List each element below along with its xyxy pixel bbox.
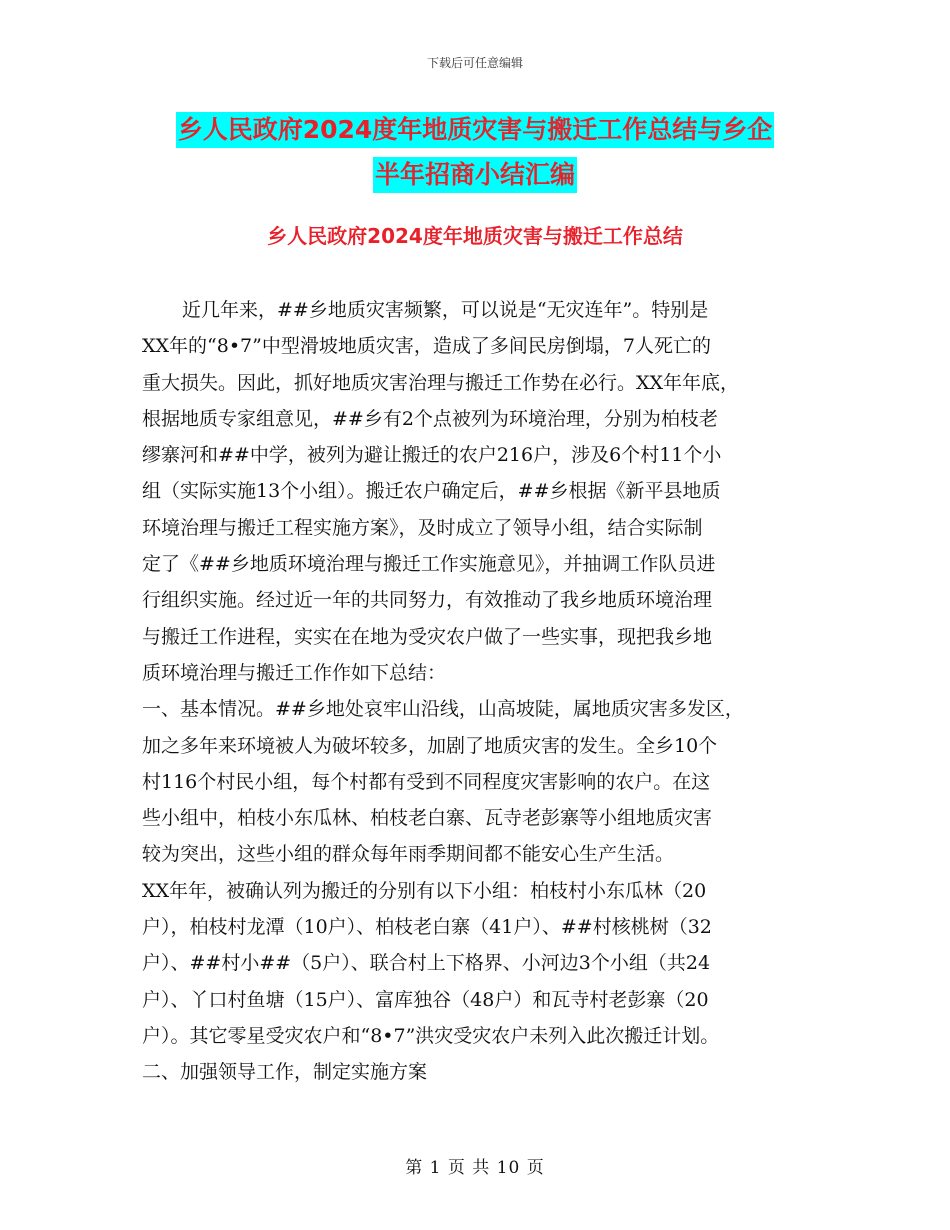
body-line: XX年年，被确认列为搬迁的分别有以下小组：柏枝村小东瓜林（20	[142, 879, 707, 902]
document-title-line-2	[0, 157, 950, 193]
body-line: 环境治理与搬迁工程实施方案》，及时成立了领导小组，结合实际制	[142, 516, 703, 539]
section-title: 乡人民政府2024度年地质灾害与搬迁工作总结	[267, 224, 683, 248]
body-line: XX年的“8•7”中型滑坡地质灾害，造成了多间民房倒塌，7人死亡的	[142, 335, 711, 358]
body-line: 定了《##乡地质环境治理与搬迁工作实施意见》，并抽调工作队员进	[142, 553, 716, 576]
body-line: 缪寨河和##中学，被列为避让搬迁的农户216户，涉及6个村11个小	[142, 444, 722, 467]
body-line: 些小组中，柏枝小东瓜林、柏枝老白寨、瓦寺老彭寨等小组地质灾害	[142, 807, 713, 830]
body-line: 户），柏枝村龙潭（10户）、柏枝老白寨（41户）、##村核桃树（32	[142, 916, 712, 939]
body-line: 根据地质专家组意见，##乡有2个点被列为环境治理，分别为柏枝老	[142, 407, 718, 430]
page-footer: 第 1 页 共 10 页	[405, 1158, 545, 1178]
document-title-line-1	[0, 112, 950, 148]
body-line: 质环境治理与搬迁工作作如下总结：	[142, 661, 447, 684]
body-line: 二、加强领导工作，制定实施方案	[142, 1061, 428, 1084]
body-text	[142, 292, 842, 1091]
body-line: 近几年来，##乡地质灾害频繁，可以说是“无灾连年”。特别是	[182, 299, 709, 321]
body-line: 较为突出，这些小组的群众每年雨季期间都不能安心生产生活。	[142, 843, 675, 866]
header-note: 下载后可任意编辑	[426, 56, 523, 70]
body-line: 加之多年来环境被人为破坏较多，加剧了地质灾害的发生。全乡10个	[142, 734, 718, 757]
body-line: 户）、丫口村鱼塘（15户）、富库独谷（48户）和瓦寺村老彭寨（20	[142, 988, 709, 1011]
title-highlight-1: 乡人民政府2024度年地质灾害与搬迁工作总结与乡企	[176, 112, 775, 148]
body-line: 村116个村民小组，每个村都有受到不同程度灾害影响的农户。在这	[142, 770, 711, 793]
body-line: 重大损失。因此，抓好地质灾害治理与搬迁工作势在必行。XX年年底，	[142, 371, 740, 394]
body-line: 一、基本情况。##乡地处哀牢山沿线，山高坡陡，属地质灾害多发区，	[142, 698, 744, 721]
body-line: 行组织实施。经过近一年的共同努力，有效推动了我乡地质环境治理	[142, 589, 713, 612]
body-line: 户）、##村小##（5户）、联合村上下格界、小河边3个小组（共24	[142, 952, 711, 975]
body-line: 与搬迁工作进程，实实在在地为受灾农户做了一些实事，现把我乡地	[142, 625, 713, 648]
title-highlight-2: 半年招商小结汇编	[373, 157, 577, 193]
body-line: 户）。其它零星受灾农户和“8•7”洪灾受灾农户未列入此次搬迁计划。	[142, 1024, 720, 1047]
body-line: 组（实际实施13个小组）。搬迁农户确定后，##乡根据《新平县地质	[142, 480, 721, 503]
